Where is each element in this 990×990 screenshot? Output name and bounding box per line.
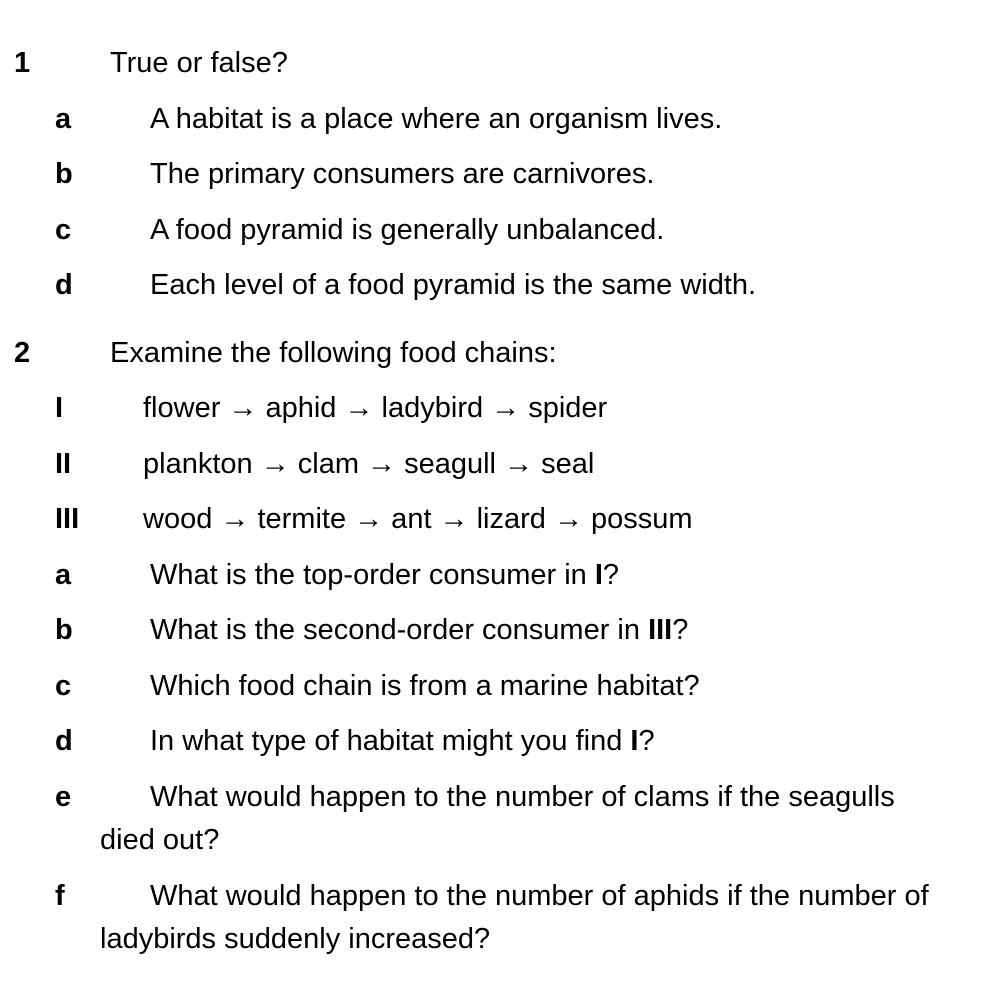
chain-label: I [55,392,64,424]
question-1-item-d [55,264,930,308]
item-text [150,559,619,591]
item-text: A food pyramid is generally unbalanced. [150,213,665,246]
question-2-prompt: Examine the following food chains: [110,336,557,369]
item-label: c [55,213,72,246]
chain-text: plankton → clam → seagull → seal [143,447,595,480]
item-label: d [55,725,73,757]
question-1-item-c [55,209,930,253]
food-chain-1 [55,387,930,431]
chain-label: III [55,503,80,535]
question-1 [14,42,970,308]
item-text-bold: I [594,558,603,591]
item-label: f [55,879,65,912]
item-text-pre: What is the top-order consumer in [150,558,595,591]
question-1-item-b [55,153,930,197]
food-chain-2 [55,443,930,487]
question-1-header [14,42,970,86]
item-text [100,781,895,857]
item-text [150,670,700,702]
item-text: Each level of a food pyramid is the same width. [150,269,757,301]
item-text: The primary consumers are carnivores. [150,158,655,190]
question-2-item-d [55,720,930,764]
item-text: A habitat is a place where an organism lives. [150,102,723,135]
item-label: c [55,669,72,702]
question-1-number: 1 [14,47,31,79]
item-text-bold: III [648,614,673,646]
question-2 [14,332,970,962]
item-label: b [55,158,73,190]
item-text-pre: Which food chain is from a marine habitat? [150,669,700,702]
item-label: a [55,558,72,591]
question-2-item-a [55,554,930,598]
question-2-item-f [55,875,930,962]
item-text-pre: In what type of habitat might you find [150,725,631,757]
chain-label: II [55,447,72,480]
food-chain-3 [55,498,930,542]
chain-text: wood → termite → ant → lizard → possum [143,503,693,535]
item-text [150,725,655,757]
item-text-bold: I [630,725,639,757]
question-2-item-c [55,665,930,709]
item-text [100,880,929,956]
item-text-post: ? [638,725,655,757]
question-1-prompt: True or false? [110,47,288,79]
item-text [150,614,688,646]
question-2-header [14,332,970,376]
item-label: b [55,614,73,646]
item-text-post: ? [602,558,620,591]
item-text-pre: What is the second-order consumer in [150,614,649,646]
question-2-number: 2 [14,336,31,369]
item-label: e [55,780,72,813]
item-text-pre: What would happen to the number of clams if the seagulls died out? [100,780,895,856]
question-1-item-a [55,98,930,142]
question-2-item-e [55,776,930,863]
item-text-pre: What would happen to the number of aphids if the number of ladybirds suddenly increased? [100,879,929,955]
question-2-item-b [55,609,930,653]
chain-text: flower → aphid → ladybird → spider [143,392,608,424]
item-label: a [55,102,72,135]
item-label: d [55,269,73,301]
item-text-post: ? [672,614,689,646]
